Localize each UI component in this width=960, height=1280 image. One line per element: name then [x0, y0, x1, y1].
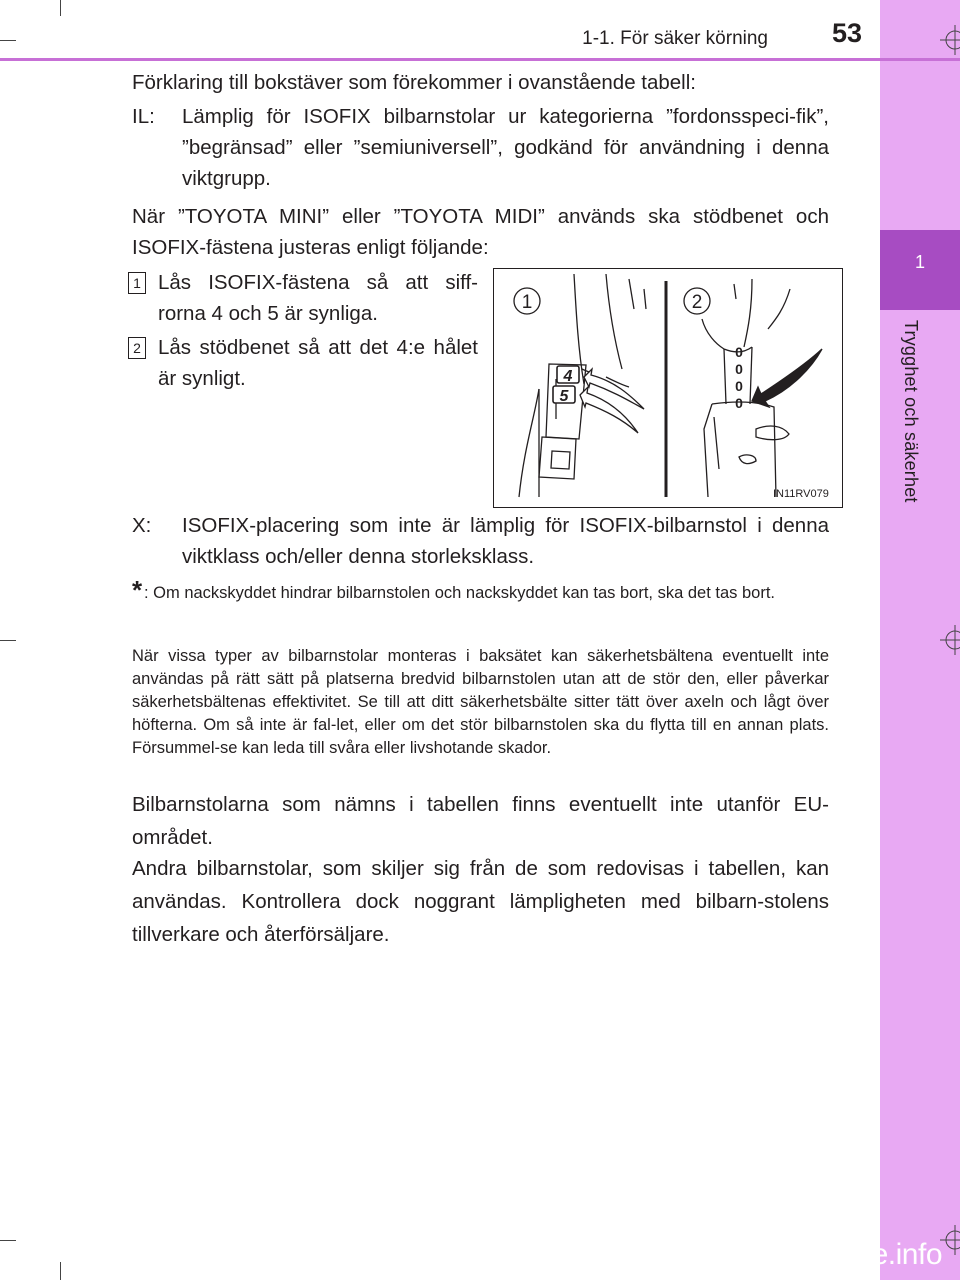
eu-note: Bilbarnstolarna som nämns i tabellen finns eventuellt inte utanför EU-området.	[132, 793, 829, 849]
registration-mark	[940, 1225, 960, 1255]
digit-4-label: 4	[563, 368, 573, 385]
toyota-note: När ”TOYOTA MINI” eller ”TOYOTA MIDI” används ska stödbenet och ISOFIX-fästena justeras enligt följande:	[132, 205, 829, 259]
x-definition	[132, 510, 829, 572]
figure-code: IN11RV079	[773, 488, 829, 500]
crop-mark	[60, 1262, 61, 1280]
crop-mark	[0, 40, 16, 41]
panel-2-label: 2	[691, 292, 703, 313]
hole-mark: 0	[735, 361, 743, 377]
panel-1-label: 1	[521, 292, 533, 313]
digit-5-label: 5	[559, 388, 569, 405]
step-marker: 1	[128, 272, 146, 294]
hole-mark: 0	[735, 378, 743, 394]
footnote-text: : Om nackskyddet hindrar bilbarnstolen och nackskyddet kan tas bort, ska det tas bort.	[144, 584, 775, 602]
x-text: ISOFIX-placering som inte är lämplig för ISOFIX-bilbarnstol i denna viktklass och/eller denna storleksklass.	[182, 514, 829, 568]
section-label: 1-1. För säker körning	[582, 28, 768, 49]
step-text: Lås ISOFIX-fästena så att siff-rorna 4 och 5 är synliga.	[158, 271, 478, 325]
watermark: carmanualsonline.info	[660, 1238, 942, 1271]
other-seats-paragraph: Andra bilbarnstolar, som skiljer sig från de som redovisas i tabellen, kan användas. Kontrollera dock noggrant lämpligheten med bilbarn-stolens tillverkare och återförsäljare.	[132, 857, 829, 946]
intro-paragraph: Förklaring till bokstäver som förekommer i ovanstående tabell:	[132, 71, 696, 94]
step-text: Lås stödbenet så att det 4:e hålet är synligt.	[158, 336, 478, 390]
il-text: Lämplig för ISOFIX bilbarnstolar ur kategorierna ”fordonsspeci-fik”, ”begränsad” eller ”semiuniversell”, godkänd för användning i denna viktgrupp.	[182, 105, 829, 190]
crop-mark	[0, 1240, 16, 1241]
step-marker: 2	[128, 337, 146, 359]
hole-mark: 0	[735, 395, 743, 411]
step-2	[128, 332, 478, 394]
crop-mark	[60, 0, 61, 16]
crop-mark	[0, 640, 16, 641]
il-label: IL:	[132, 105, 155, 128]
x-label: X:	[132, 514, 152, 537]
hole-mark: 0	[735, 344, 743, 360]
warning-paragraph: När vissa typer av bilbarnstolar monteras i baksätet kan säkerhetsbältena eventuellt inte användas på rätt sätt på platserna bredvid bilbarnstolen utan att de stör den, eller påverkar säkerhetsbältenas effektivitet. Se till att ditt säkerhetsbälte sitter tätt över axeln och lågt över höfterna. Om så inte är fal-let, eller om det stör bilbarnstolen ska du flytta till en annan plats. Försummel-se kan leda till svåra eller livshotande skador.	[132, 647, 829, 757]
chapter-number: 1	[914, 252, 925, 272]
page-number: 53	[832, 18, 863, 48]
footnote-mark: *	[132, 575, 143, 605]
il-definition	[132, 101, 829, 194]
chapter-title: Trygghet och säkerhet	[901, 320, 921, 503]
isofix-figure	[493, 268, 843, 508]
header-rule	[0, 58, 960, 61]
isofix-illustration	[494, 269, 842, 507]
registration-mark	[940, 625, 960, 655]
registration-mark	[940, 25, 960, 55]
step-1	[128, 267, 478, 329]
